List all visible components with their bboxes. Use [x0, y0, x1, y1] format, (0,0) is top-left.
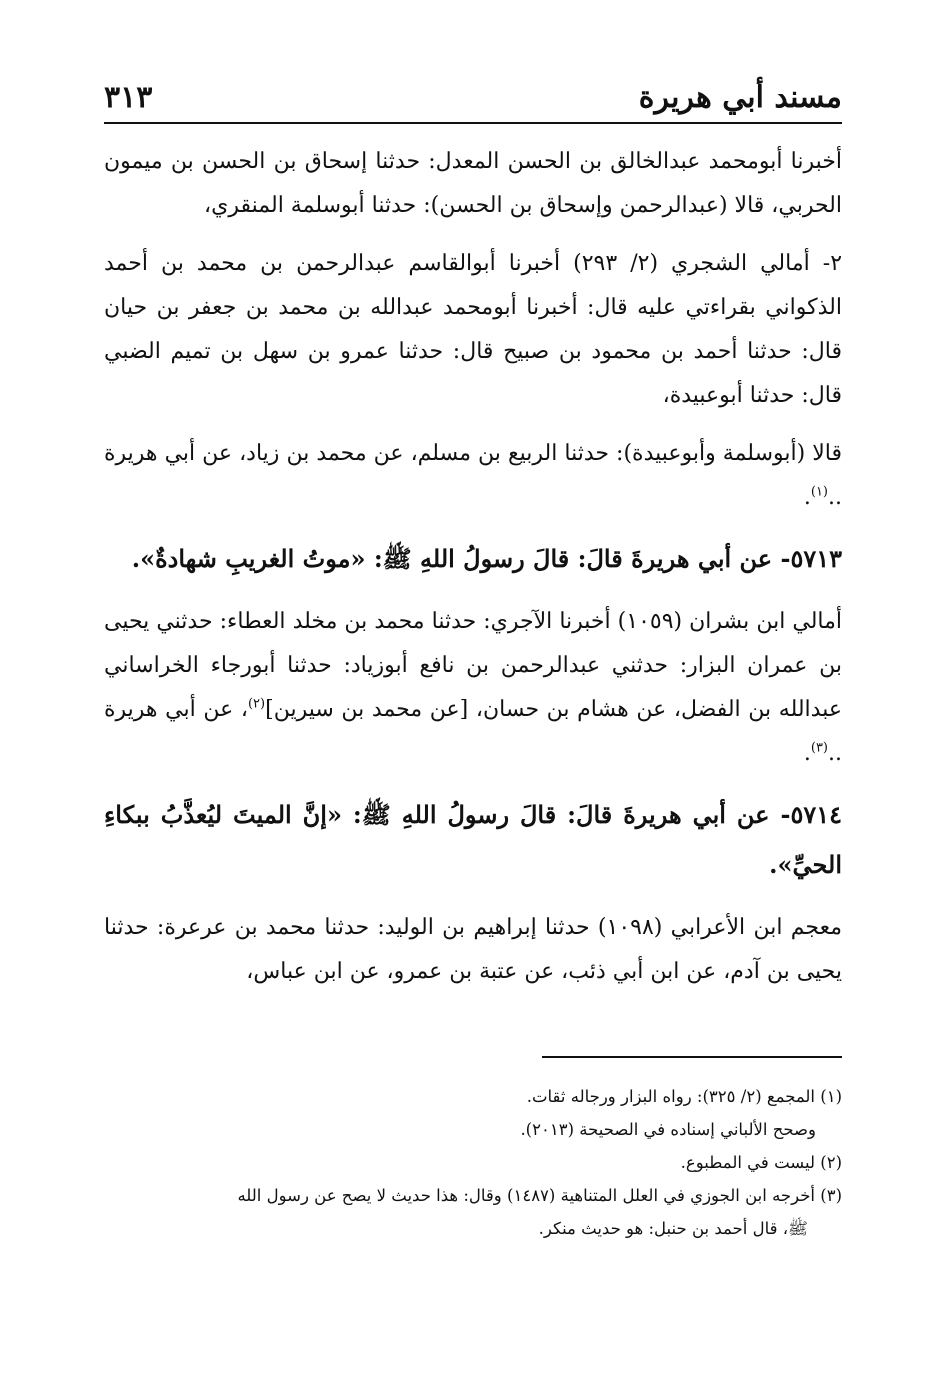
footnote-2: (٢) ليست في المطبوع.: [680, 1153, 842, 1172]
footnote-3-cont: ﷺ، قال أحمد بن حنبل: هو حديث منكر.: [538, 1219, 808, 1238]
footnote-1: (١) المجمع (٢/ ٣٢٥): رواه البزار ورجاله ثقات.: [526, 1087, 842, 1106]
footnote-divider: [542, 1056, 842, 1058]
footnotes: [104, 1080, 842, 1245]
main-text: [104, 140, 842, 1008]
paragraph-isnad-5: معجم ابن الأعرابي (١٠٩٨) حدثنا إبراهيم بن الوليد: حدثنا محمد بن عرعرة: حدثنا يحيى بن آدم، عن ابن أبي ذئب، عن عتبة بن عمرو، عن ابن عباس،: [104, 915, 842, 984]
hadith-5713: ٥٧١٣- عن أبي هريرةَ قالَ: قالَ رسولُ اللهِ ﷺ: «موتُ الغريبِ شهادةٌ».: [131, 544, 842, 573]
footnote-3: (٣) أخرجه ابن الجوزي في العلل المتناهية (١٤٨٧) وقال: هذا حديث لا يصح عن رسول الله: [237, 1186, 842, 1205]
page-header: [104, 72, 842, 124]
paragraph-text: أمالي ابن بشران (١٠٥٩) أخبرنا الآجري: حدثنا محمد بن مخلد العطاء: حدثني يحيى بن عمران البزار: حدثني عبدالرحمن بن نافع أبوزياد: حدثنا أبورجاء الخراساني عبدالله بن الفضل، عن هشام بن حسان، [عن محمد بن سيرين]: [104, 609, 842, 722]
paragraph-isnad-4: أمالي ابن بشران (١٠٥٩) أخبرنا الآجري: حدثنا محمد بن مخلد العطاء: حدثني يحيى بن عمران البزار: حدثني عبدالرحمن بن نافع أبوزياد: حدثنا أبورجاء الخراساني عبدالله بن الفضل، عن هشام بن حسان، [عن محمد بن سيرين]$^{(٢)}$، عن أبي هريرة ..$^{(٣)}$.: [104, 609, 842, 766]
paragraph-isnad-3: قالا (أبوسلمة وأبوعبيدة): حدثنا الربيع بن مسلم، عن محمد بن زياد، عن أبي هريرة ..$^{(١)}$.: [104, 441, 842, 510]
paragraph-isnad-2: ٢- أمالي الشجري (٢/ ٢٩٣) أخبرنا أبوالقاسم عبدالرحمن بن محمد بن أحمد الذكواني بقراءتي عليه قال: أخبرنا أبومحمد عبدالله بن محمد بن جعفر بن حيان قال: حدثنا أحمد بن محمود بن صبيح قال: حدثنا عمرو بن سهل بن تميم الضبي قال: حدثنا أبوعبيدة،: [104, 251, 843, 408]
paragraph-isnad-1: أخبرنا أبومحمد عبدالخالق بن الحسن المعدل: حدثنا إسحاق بن الحسن بن ميمون الحربي، قالا (عبدالرحمن وإسحاق بن الحسن): حدثنا أبوسلمة المنقري،: [104, 149, 842, 218]
footnote-ref-3[interactable]: (٣): [810, 740, 828, 756]
hadith-5714: ٥٧١٤- عن أبي هريرةَ قالَ: قالَ رسولُ اللهِ ﷺ: «إنَّ الميتَ ليُعذَّبُ ببكاءِ الحيِّ».: [104, 800, 842, 879]
paragraph-text: قالا (أبوسلمة وأبوعبيدة): حدثنا الربيع بن مسلم، عن محمد بن زياد، عن أبي هريرة ..: [104, 441, 842, 510]
page-number: ٣١٣: [104, 80, 153, 115]
footnote-ref-2[interactable]: (٢): [247, 696, 266, 712]
footnote-1-cont: وصحح الألباني إسناده في الصحيحة (٢٠١٣).: [520, 1120, 816, 1139]
footnote-ref-1[interactable]: (١): [810, 484, 828, 500]
paragraph-text-cont: ، عن أبي هريرة ..: [104, 697, 842, 766]
running-title: مسند أبي هريرة: [638, 80, 842, 115]
